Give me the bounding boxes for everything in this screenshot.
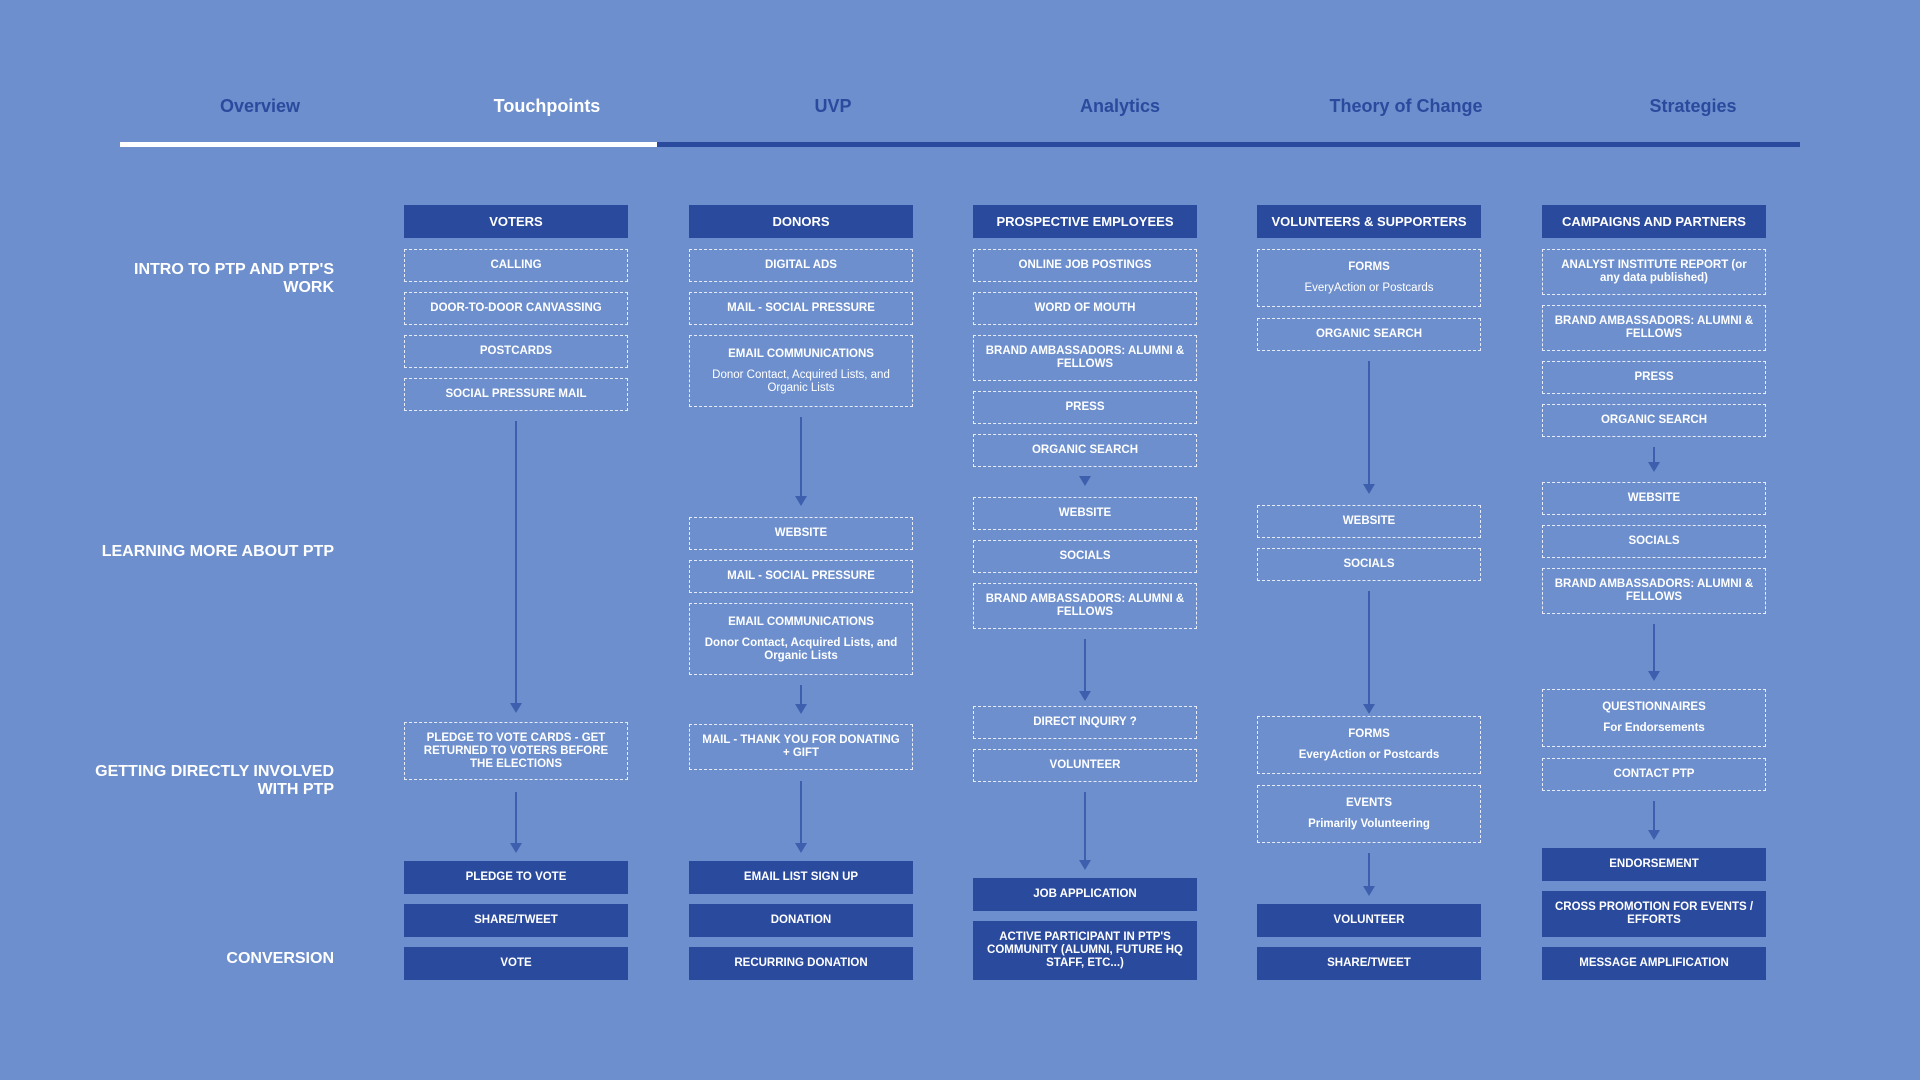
donors-conversion-item: RECURRING DONATION [689,947,913,980]
tab-bar [120,96,1800,122]
campaigns-learning-item: BRAND AMBASSADORS: ALUMNI & FELLOWS [1542,568,1766,614]
tab-analytics[interactable]: Analytics [1079,96,1161,116]
tab-uvp[interactable]: UVP [814,96,852,116]
campaigns-conversion-item: CROSS PROMOTION FOR EVENTS / EFFORTS [1542,891,1766,937]
donors-conversion-item: DONATION [689,904,913,937]
campaigns-intro-item: ANALYST INSTITUTE REPORT (or any data published) [1542,249,1766,295]
donors-conversion-item: EMAIL LIST SIGN UP [689,861,913,894]
employees-intro-item: PRESS [973,391,1197,424]
campaigns-intro-item: PRESS [1542,361,1766,394]
volunteers-learning-item: SOCIALS [1257,548,1481,581]
campaigns-intro-item: ORGANIC SEARCH [1542,404,1766,437]
campaigns-intro-item: BRAND AMBASSADORS: ALUMNI & FELLOWS [1542,305,1766,351]
flow-arrow [800,417,802,497]
stage-learning-label: LEARNING MORE ABOUT PTP [101,543,334,560]
voters-header: VOTERS [404,205,628,238]
donors-learning-email-sub: Donor Contact, Acquired Lists, and Organic Lists [704,636,898,662]
volunteers-involved-forms-sub: EveryAction or Postcards [1298,749,1440,761]
donors-intro-email-sub: Donor Contact, Acquired Lists, and Organic Lists [712,368,890,394]
campaigns-conversion-item: MESSAGE AMPLIFICATION [1542,947,1766,980]
volunteers-intro-forms-label: FORMS [1348,261,1390,273]
donors-header: DONORS [689,205,913,238]
voters-conversion-item: SHARE/TWEET [404,904,628,937]
donors-learning-item: WEBSITE [689,517,913,550]
flow-arrow [800,685,802,705]
volunteers-intro-item: ORGANIC SEARCH [1257,318,1481,351]
voters-intro-item: CALLING [404,249,628,282]
stage-intro-label: INTRO TO PTP AND PTP'S WORK [134,261,334,296]
volunteers-involved-forms-label: FORMS [1348,728,1390,740]
employees-involved-item: VOLUNTEER [973,749,1197,782]
campaigns-involved-questionnaires-label: QUESTIONNAIRES [1602,701,1706,713]
volunteers-involved-forms-box [1257,716,1481,774]
donors-intro-item: MAIL - SOCIAL PRESSURE [689,292,913,325]
donors-learning-item: MAIL - SOCIAL PRESSURE [689,560,913,593]
employees-intro-item: ONLINE JOB POSTINGS [973,249,1197,282]
campaigns-header: CAMPAIGNS AND PARTNERS [1542,205,1766,238]
voters-conversion-item: VOTE [404,947,628,980]
tab-active-indicator [120,142,657,147]
volunteers-header: VOLUNTEERS & SUPPORTERS [1257,205,1481,238]
employees-learning-item: SOCIALS [973,540,1197,573]
campaigns-involved-questionnaires-box [1542,689,1766,747]
voters-intro-item: DOOR-TO-DOOR CANVASSING [404,292,628,325]
campaigns-involved-item: CONTACT PTP [1542,758,1766,791]
campaigns-learning-item: SOCIALS [1542,525,1766,558]
employees-learning-item: BRAND AMBASSADORS: ALUMNI & FELLOWS [973,583,1197,629]
volunteers-intro-forms-sub: EveryAction or Postcards [1304,282,1434,294]
donors-involved-item: MAIL - THANK YOU FOR DONATING + GIFT [689,724,913,770]
flow-arrow [515,792,517,844]
campaigns-conversion-item: ENDORSEMENT [1542,848,1766,881]
tab-touchpoints[interactable]: Touchpoints [493,96,601,116]
employees-intro-item: ORGANIC SEARCH [973,434,1197,467]
campaigns-involved-questionnaires-sub: For Endorsements [1603,722,1705,734]
volunteers-conversion-item: VOLUNTEER [1257,904,1481,937]
flow-arrow [1653,624,1655,672]
voters-conversion-item: PLEDGE TO VOTE [404,861,628,894]
stage-conversion-label: CONVERSION [226,950,334,967]
flow-arrow [1653,801,1655,831]
employees-conversion-item: ACTIVE PARTICIPANT IN PTP'S COMMUNITY (ALUMNI, FUTURE HQ STAFF, ETC...) [973,921,1197,980]
donors-intro-email-box [689,335,913,407]
campaigns-learning-item: WEBSITE [1542,482,1766,515]
stage-involved-label: GETTING DIRECTLY INVOLVED WITH PTP [95,763,334,798]
donors-intro-item: DIGITAL ADS [689,249,913,282]
donors-intro-email-label: EMAIL COMMUNICATIONS [728,347,874,360]
tab-overview[interactable]: Overview [219,96,301,116]
flow-arrow [1084,792,1086,861]
employees-conversion-item: JOB APPLICATION [973,878,1197,911]
voters-intro-item: POSTCARDS [404,335,628,368]
voters-involved-item: PLEDGE TO VOTE CARDS - GET RETURNED TO VOTERS BEFORE THE ELECTIONS [404,722,628,780]
flow-arrow [1084,639,1086,692]
employees-involved-item: DIRECT INQUIRY ? [973,706,1197,739]
flow-arrow [1368,591,1370,705]
volunteers-intro-forms-box [1257,249,1481,307]
flow-arrow [515,421,517,704]
tab-theory-of-change[interactable]: Theory of Change [1329,96,1483,116]
employees-intro-item: WORD OF MOUTH [973,292,1197,325]
volunteers-involved-events-sub: Primarily Volunteering [1308,818,1430,830]
volunteers-involved-events-label: EVENTS [1345,797,1392,809]
donors-learning-email-box [689,603,913,675]
tab-strategies[interactable]: Strategies [1649,96,1737,116]
flow-arrow [1368,361,1370,485]
flow-arrow [1368,853,1370,887]
employees-learning-item: WEBSITE [973,497,1197,530]
volunteers-conversion-item: SHARE/TWEET [1257,947,1481,980]
employees-intro-item: BRAND AMBASSADORS: ALUMNI & FELLOWS [973,335,1197,381]
volunteers-involved-events-box [1257,785,1481,843]
flow-arrow [1653,447,1655,463]
voters-intro-item: SOCIAL PRESSURE MAIL [404,378,628,411]
employees-header: PROSPECTIVE EMPLOYEES [973,205,1197,238]
flow-arrow [800,781,802,844]
donors-learning-email-label: EMAIL COMMUNICATIONS [728,615,874,628]
volunteers-learning-item: WEBSITE [1257,505,1481,538]
